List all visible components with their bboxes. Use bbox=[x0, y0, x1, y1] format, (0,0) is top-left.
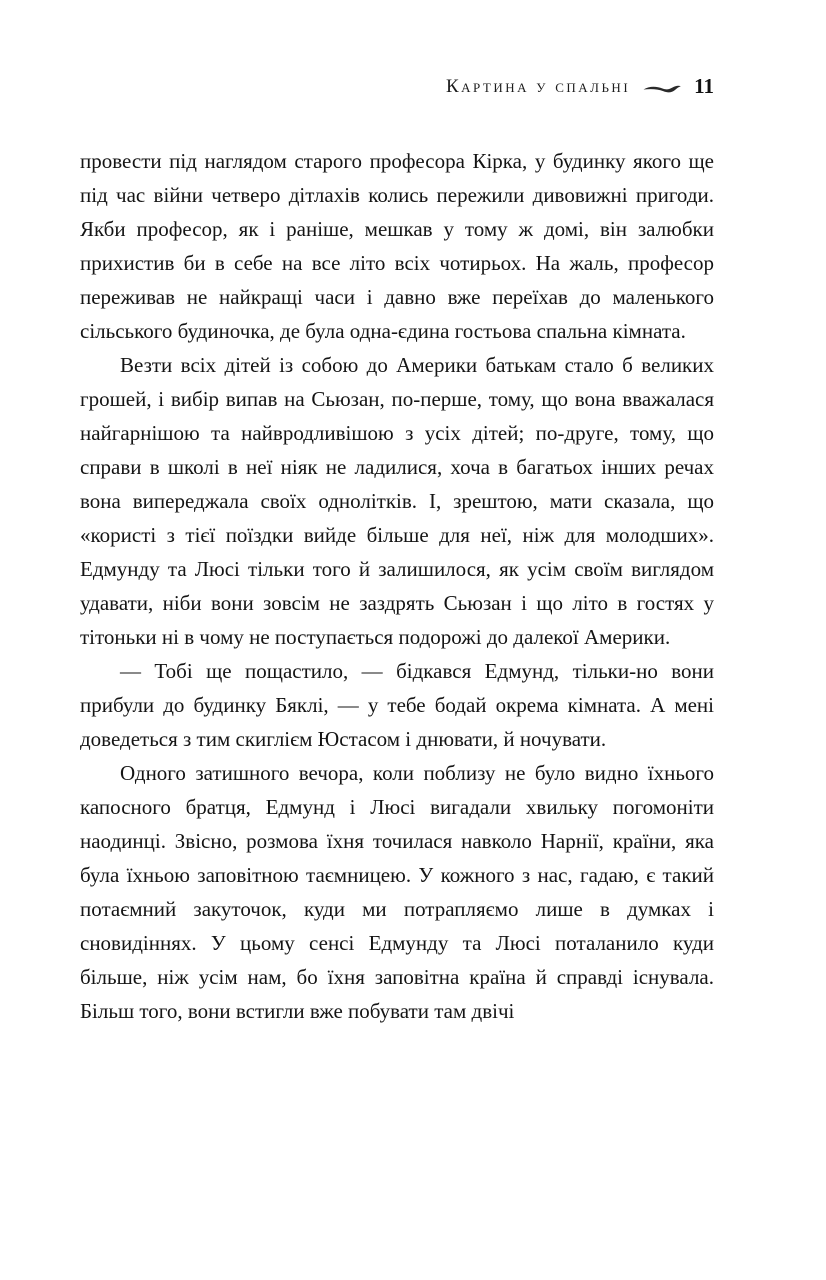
paragraph: — Тобі ще пощастило, — бідкався Едмунд, тільки-но вони прибули до будинку Бяклі, — у тебе бодай окрема кімната. А мені доведеться з тим скиглієм Юстасом і днювати, й ночувати. bbox=[80, 659, 714, 751]
paragraph: Везти всіх дітей із собою до Америки батькам стало б великих грошей, і вибір випав на Сьюзан, по-перше, тому, що вона вважалася найгарнішою та найвродливішою з усіх дітей; по-друге, тому, що справи в школі в неї ніяк не ладилися, хоча в багатьох інших речах вона випереджала своїх однолітків. І, зрештою, мати сказала, що «користі з тієї поїздки вийде більше для неї, ніж для молодших». Едмунду та Люсі тільки того й залишилося, як усім своїм виглядом удавати, ніби вони зовсім не заздрять Сьюзан і що літо в гостях у тітоньки ні в чому не поступається подорожі до далекої Америки. bbox=[80, 353, 714, 649]
running-header bbox=[80, 74, 714, 99]
paragraph: провести під наглядом старого професора Кірка, у будинку якого ще під час війни четверо дітлахів колись пережили дивовижні пригоди. Якби професор, як і раніше, мешкав у тому ж домі, він залюбки прихистив би в себе на все літо всіх чотирьох. На жаль, професор переживав не найкращі часи і давно вже переїхав до маленького сільського будиночка, де була одна-єдина гостьова спальна кімната. bbox=[80, 149, 714, 343]
bird-ornament-icon bbox=[642, 82, 682, 94]
paragraph: Одного затишного вечора, коли поблизу не було видно їхнього капосного братця, Едмунд і Люсі вигадали хвильку погомоніти наодинці. Звісно, розмова їхня точилася навколо Нарнії, країни, яка була їхньою заповітною таємницею. У кожного з нас, гадаю, є такий потаємний закуточок, куди ми потрапляємо лише в думках і сновидіннях. У цьому сенсі Едмунду та Люсі поталанило куди більше, ніж усім нам, бо їхня заповітна країна й справді існувала. Більш того, вони встигли вже побувати там двічі bbox=[80, 761, 714, 1023]
page-number: 11 bbox=[694, 74, 714, 98]
body-text bbox=[80, 144, 714, 1028]
chapter-title: Картина у спальні bbox=[445, 75, 631, 97]
